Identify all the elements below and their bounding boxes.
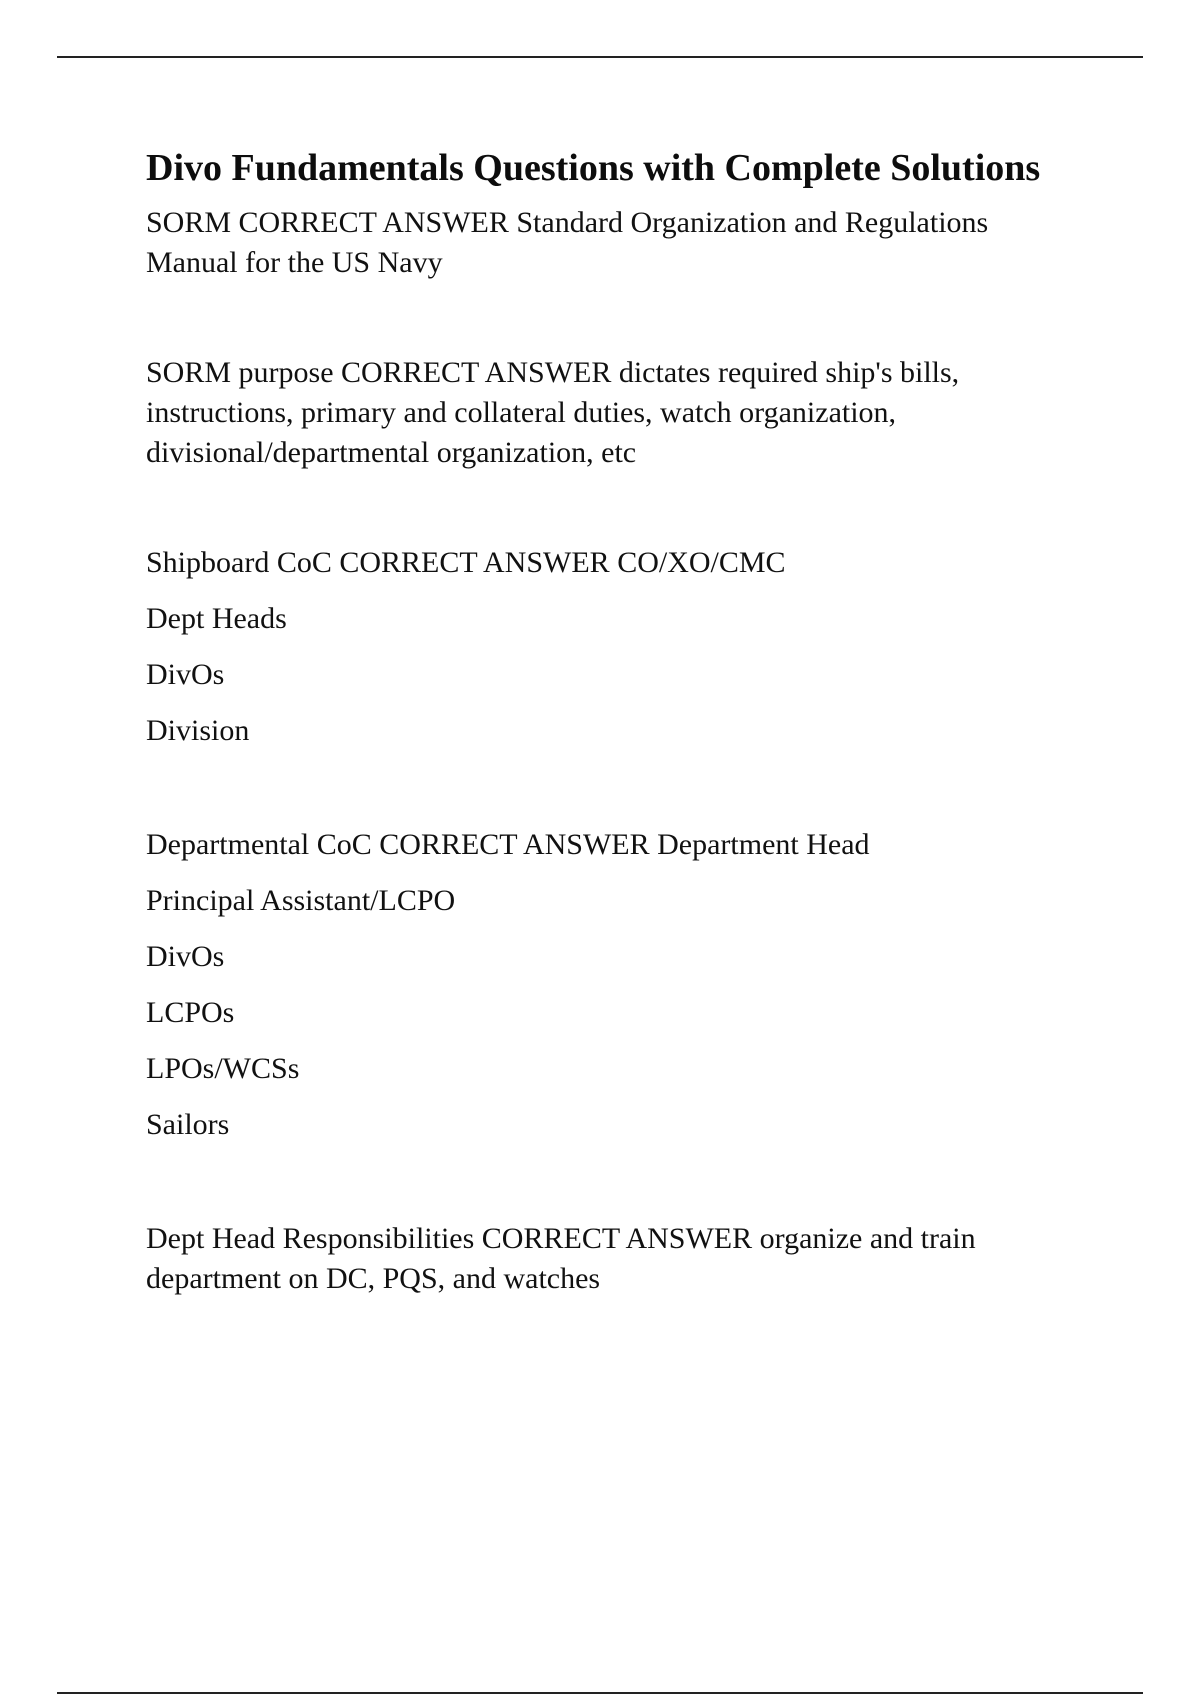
top-rule (57, 56, 1143, 58)
qa-item-dept-head-responsibilities (146, 1219, 1086, 1299)
answer-label: CORRECT ANSWER (379, 828, 650, 861)
document-title: Divo Fundamentals Questions with Complete Solutions (146, 147, 1041, 189)
answer: organize and train department on DC, PQS, and watches (146, 1222, 976, 1295)
question: SORM (146, 206, 232, 239)
answer-line: Dept Heads (146, 602, 287, 635)
answer-line: DivOs (146, 658, 225, 691)
question: Departmental CoC (146, 828, 372, 861)
answer-label: CORRECT ANSWER (341, 356, 612, 389)
answer: dictates required ship's bills, instructions, primary and collateral duties, watch organization, divisional/departmental organization, etc (146, 356, 960, 469)
qa-text (146, 825, 1086, 865)
question: Shipboard CoC (146, 546, 332, 579)
document-body (146, 143, 1086, 1369)
answer-label: CORRECT ANSWER (339, 546, 610, 579)
answer: Standard Organization and Regulations Manual for the US Navy (146, 206, 989, 279)
answer-line: Principal Assistant/LCPO (146, 884, 456, 917)
answer-line: Sailors (146, 1108, 230, 1141)
answer-label: CORRECT ANSWER (238, 206, 509, 239)
answer-line: DivOs (146, 940, 225, 973)
answer-label: CORRECT ANSWER (481, 1222, 753, 1255)
question: SORM purpose (146, 356, 334, 389)
qa-text (146, 203, 1086, 283)
answer-line: LPOs/WCSs (146, 1052, 300, 1085)
qa-text (146, 1219, 1086, 1299)
answer-line: LCPOs (146, 996, 235, 1029)
answer: Department Head (657, 828, 870, 861)
answer: CO/XO/CMC (617, 546, 786, 579)
qa-item-sorm (146, 203, 1086, 283)
qa-item-sorm-purpose (146, 353, 1086, 473)
qa-text (146, 353, 1086, 473)
qa-text (146, 543, 1086, 583)
qa-item-shipboard-coc (146, 543, 1086, 751)
bottom-rule (57, 1692, 1143, 1694)
question: Dept Head Responsibilities (146, 1222, 475, 1255)
qa-item-departmental-coc (146, 825, 1086, 1145)
answer-line: Division (146, 714, 250, 747)
